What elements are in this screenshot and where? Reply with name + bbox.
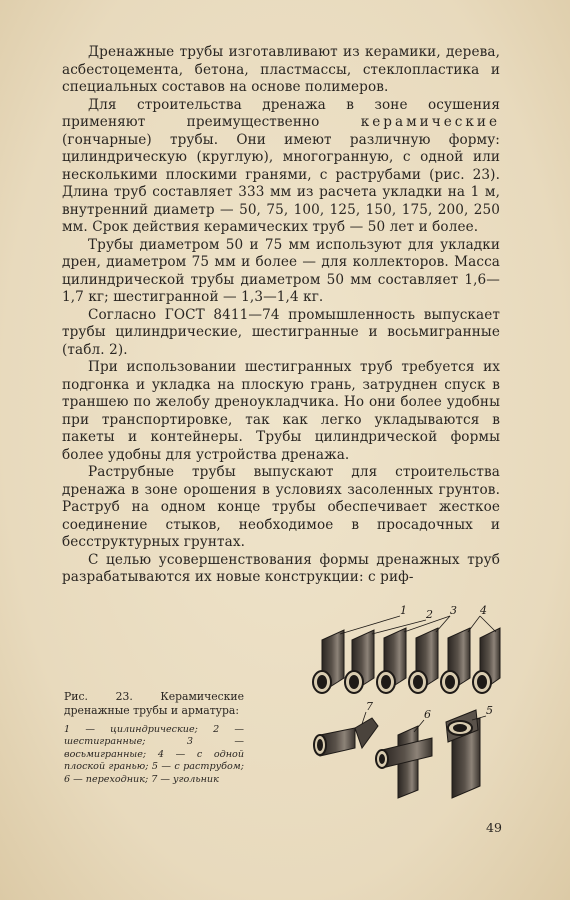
figure-legend: 1 — цилиндрические; 2 — шестигранные; 3 — восьмигранные; 4 — с одной плоской гранью; 5 — с раструбом; 6 — переходник; 7 — угольник — [64, 724, 244, 785]
paragraph-3: Трубы диаметром 50 и 75 мм используют для укладки дрен, диаметром 75 мм и более — для коллекторов. Масса цилиндрической трубы диаметром 50 мм составляет 1,6—1,7 кг; шестигранной — 1,3—1,4 кг. — [62, 236, 500, 305]
label-1: 1 — [400, 604, 407, 617]
pipe-elbow — [314, 718, 378, 756]
label-7: 7 — [366, 700, 373, 713]
paragraph-1: Дренажные трубы изготавливают из керамики, дерева, асбестоцемента, бетона, пластмассы, стеклопластика и специальных составов на основе полимеров. — [62, 44, 500, 95]
pipe-flat-face-b — [473, 628, 500, 693]
paragraph-5: При использовании шестигранных труб требуется их подгонка и укладка на плоскую грань, затруднен спуск в траншею по желобу дреноукладчика. Но они более удобны при транспортировке, так как легко укладываются в пакеты и контейнеры. Трубы цилиндрической формы более удобны для устройства дренажа. — [62, 359, 500, 463]
paragraph-2 — [62, 97, 500, 237]
pipe-octagonal-b — [409, 628, 438, 693]
paragraph-2-emphasis: керамические — [360, 114, 500, 130]
body-text — [62, 44, 500, 587]
label-5: 5 — [486, 704, 493, 717]
figure-caption — [64, 690, 244, 786]
figure-caption-title: Рис. 23. Керамические дренажные трубы и арматура: — [64, 690, 244, 717]
label-3: 3 — [450, 604, 457, 617]
pipe-adapter — [376, 726, 432, 798]
paragraph-2-end: (гончарные) трубы. Они имеют различную форму: цилиндрическую (круглую), многогранную, с одной или несколькими плоскими гранями, с раструбами (рис. 23). Длина труб составляет 333 мм из расчета укладки на 1 м, внутренний диаметр — 50, 75, 100, 125, 150, 175, 200, 250 мм. Срок действия керамических труб — 50 лет и более. — [62, 131, 500, 235]
paragraph-4: Согласно ГОСТ 8411—74 промышленность выпускает трубы цилиндрические, шестигранные и восьмигранные (табл. 2). — [62, 306, 500, 358]
pipe-socket — [446, 710, 480, 798]
label-2: 2 — [426, 608, 433, 621]
pipe-flat-face-a — [441, 628, 470, 693]
paragraph-2-start: Для строительства дренажа в зоне осушения применяют преимущественно — [62, 96, 500, 130]
pipes-illustration — [300, 600, 520, 800]
page-number: 49 — [486, 820, 502, 835]
pipe-cylindrical — [313, 630, 344, 693]
label-4: 4 — [480, 604, 487, 617]
paragraph-6: Раструбные трубы выпускают для строительства дренажа в зоне орошения в условиях засоленных грунтов. Раструб на одном конце трубы обеспечивает жесткое соединение стыков, необходимое в просадочных и бесструктурных грунтах. — [62, 464, 500, 550]
label-6: 6 — [424, 708, 431, 721]
paragraph-7: С целью усовершенствования формы дренажных труб разрабатываются их новые конструкции: с риф- — [62, 551, 500, 585]
pipe-octagonal-a — [377, 628, 406, 693]
pipe-hexagonal — [345, 630, 374, 693]
